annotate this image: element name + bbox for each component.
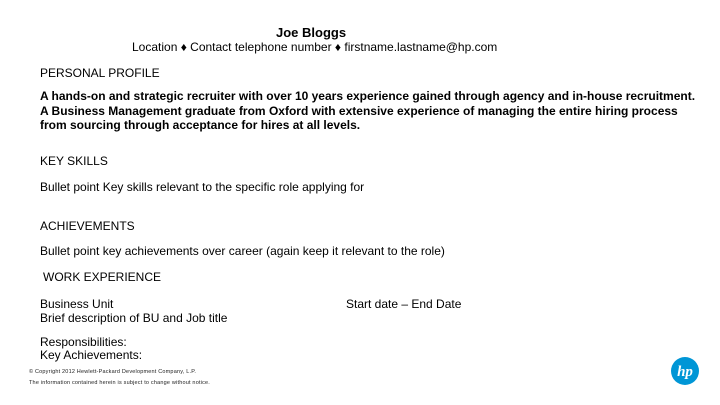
profile-line: A Business Management graduate from Oxford with extensive experience of managing the entire hiring process <box>40 103 678 118</box>
copyright-notice: © Copyright 2012 Hewlett-Packard Development Company, L.P. <box>29 369 197 375</box>
profile-heading: PERSONAL PROFILE <box>40 66 160 80</box>
key-achievements-label: Key Achievements: <box>40 348 143 362</box>
candidate-name: Joe Bloggs <box>276 25 347 40</box>
profile-paragraph <box>40 89 710 133</box>
profile-line: from sourcing through acceptance for hires at all levels. <box>40 118 361 132</box>
hp-logo-icon <box>670 356 700 386</box>
skills-text: Bullet point Key skills relevant to the specific role applying for <box>40 180 365 194</box>
achievements-heading: ACHIEVEMENTS <box>40 219 135 233</box>
business-unit: Business Unit <box>40 297 114 311</box>
skills-heading: KEY SKILLS <box>40 154 108 168</box>
change-notice: The information contained herein is subject to change without notice. <box>29 380 211 386</box>
hp-logo-text: hp <box>677 364 693 380</box>
employment-dates: Start date – End Date <box>346 297 462 311</box>
achievements-text: Bullet point key achievements over career (again keep it relevant to the role) <box>40 244 445 258</box>
profile-line: A hands-on and strategic recruiter with over 10 years experience gained through agency and in-house recruitment. <box>40 89 696 103</box>
contact-line: Location ♦ Contact telephone number ♦ firstname.lastname@hp.com <box>132 40 498 54</box>
job-description: Brief description of BU and Job title <box>40 311 228 325</box>
experience-heading: WORK EXPERIENCE <box>43 270 162 284</box>
responsibilities-label: Responsibilities: <box>40 335 127 349</box>
